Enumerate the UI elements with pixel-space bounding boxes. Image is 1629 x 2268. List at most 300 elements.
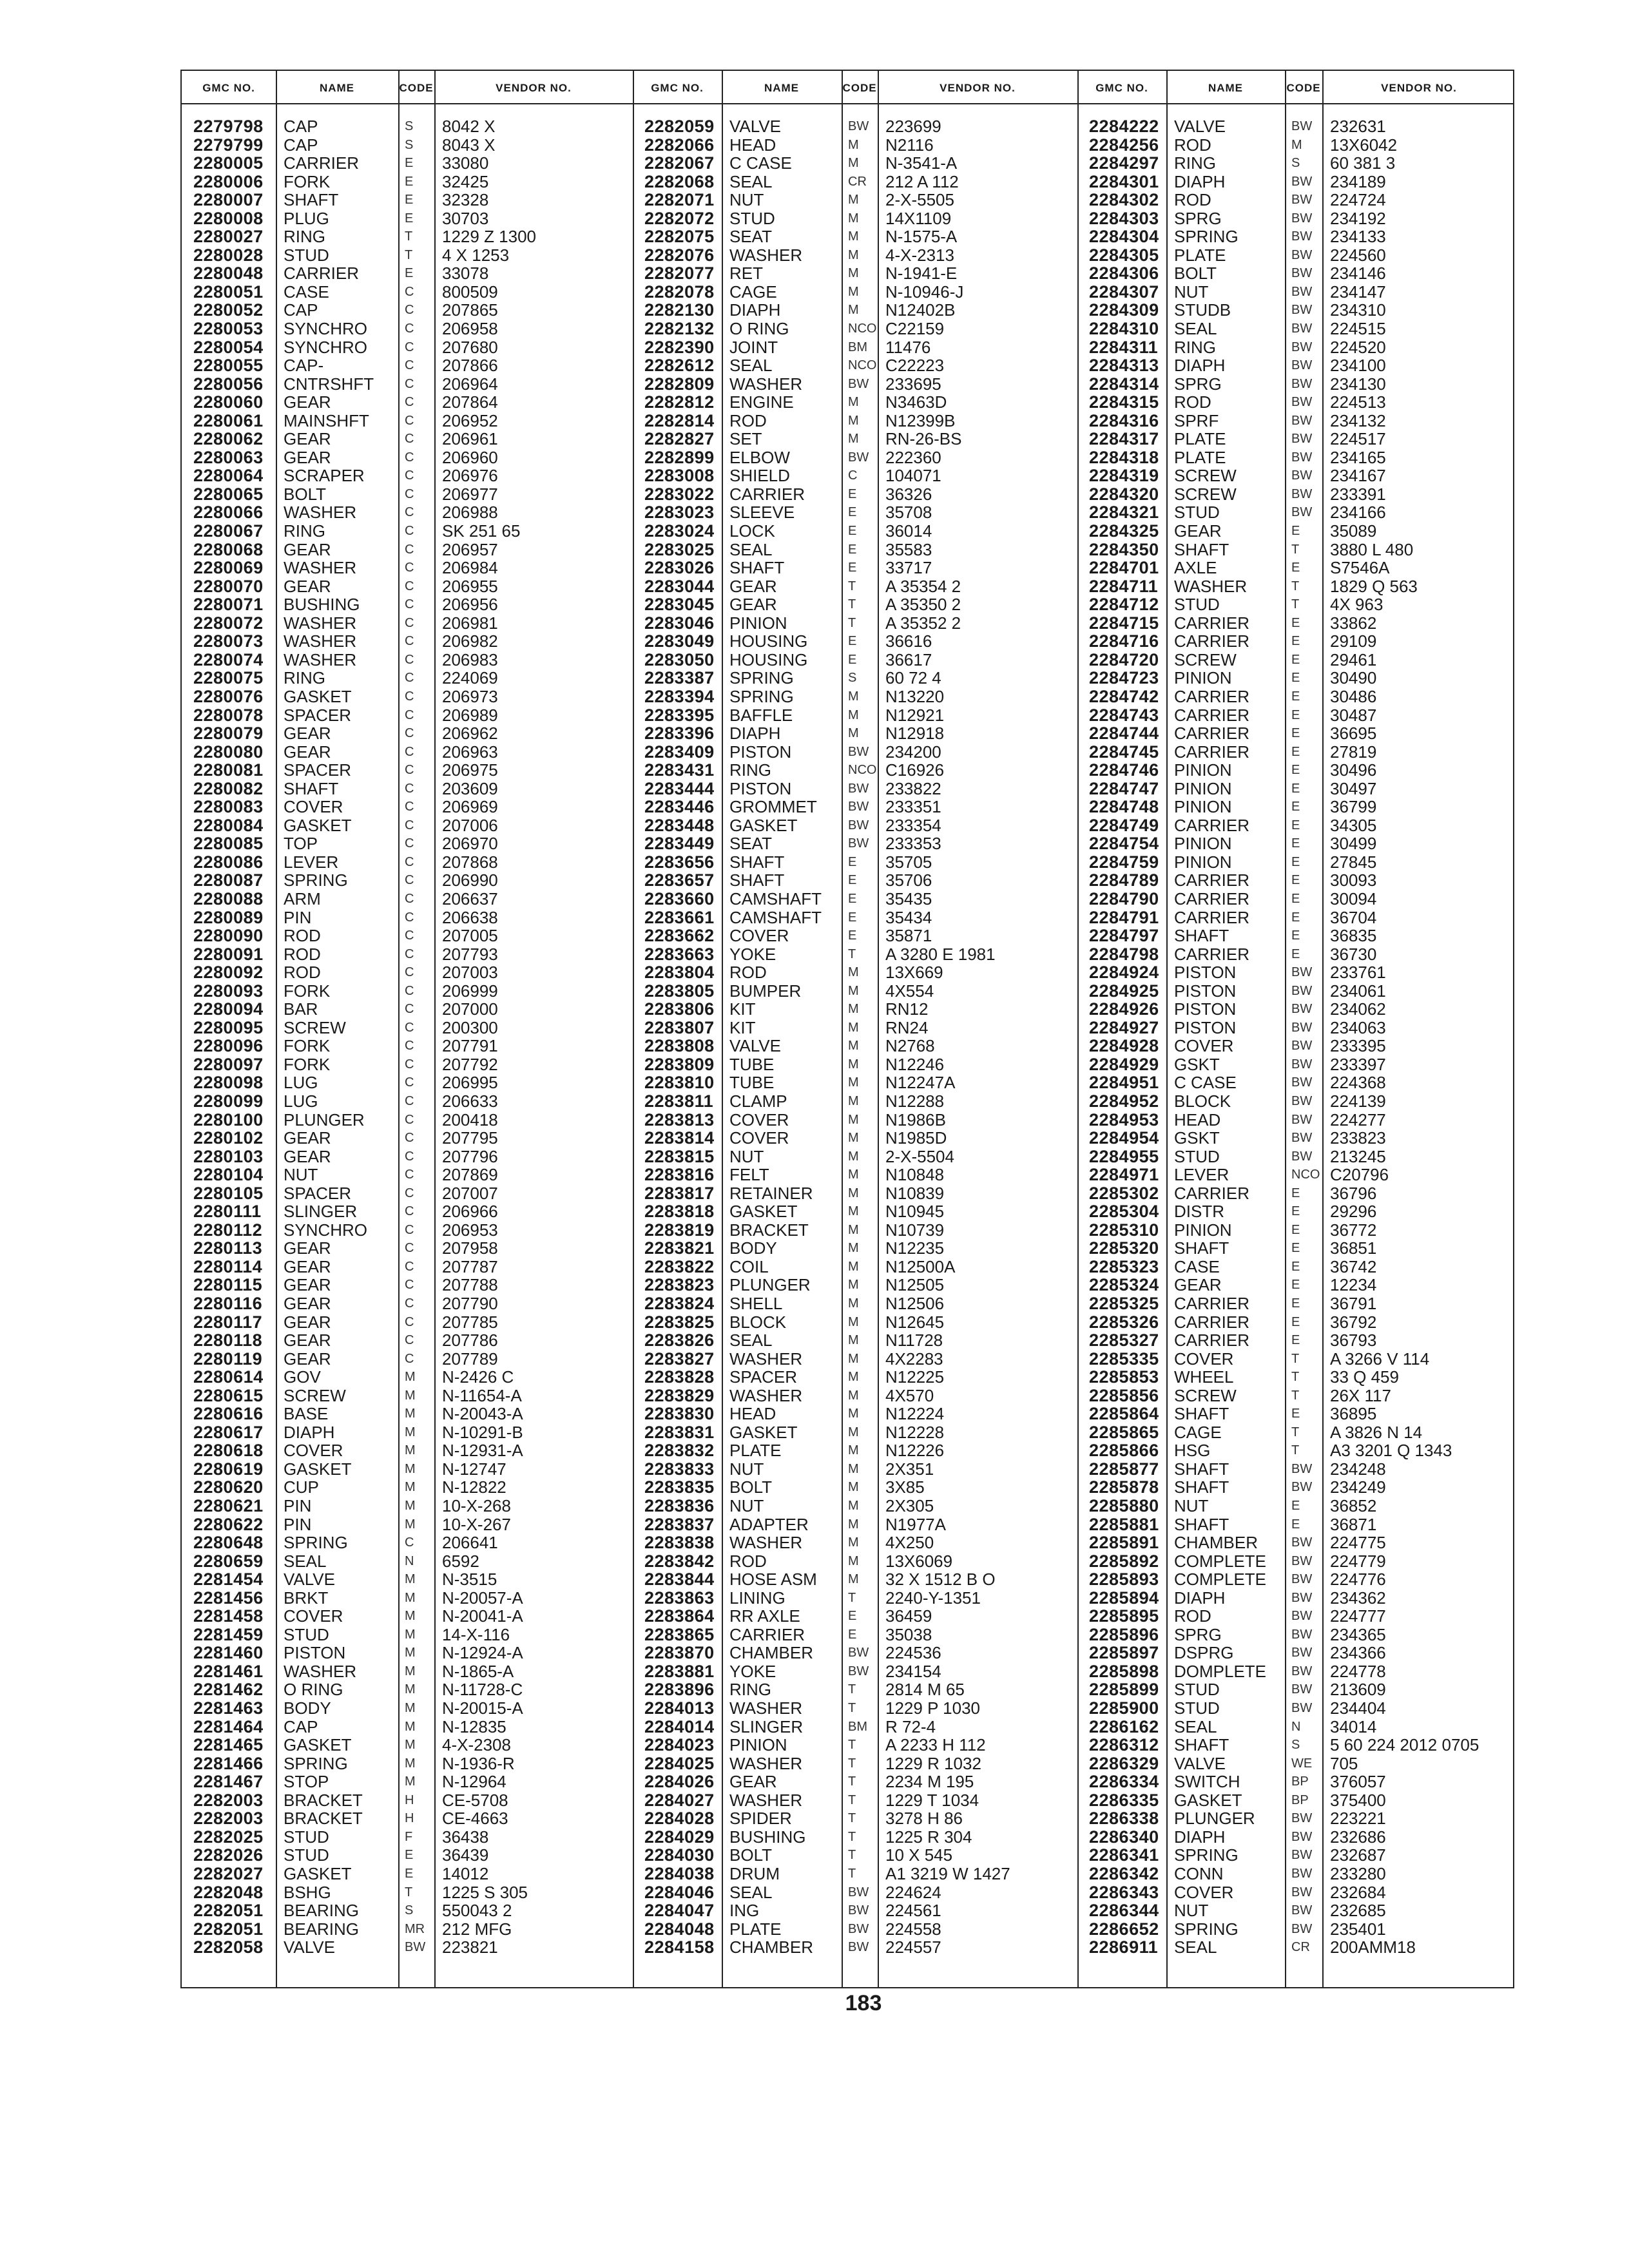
vendor-number: N3463D: [885, 392, 947, 412]
part-name: PINION: [1174, 760, 1232, 780]
part-name: CASE: [284, 282, 329, 302]
part-name: DIAPH: [1174, 1827, 1226, 1847]
gmc-number: 2282067: [644, 153, 715, 173]
vendor-number: N-1575-A: [885, 227, 958, 247]
part-name: WASHER: [729, 1753, 803, 1773]
header-name: NAME: [764, 82, 800, 94]
vendor-code: C: [405, 524, 414, 539]
gmc-number: 2283821: [644, 1238, 715, 1258]
vendor-code: BW: [1291, 1131, 1313, 1146]
part-name: BUSHING: [729, 1827, 806, 1847]
vendor-code: E: [1291, 1278, 1300, 1293]
gmc-number: 2280105: [193, 1183, 264, 1203]
gmc-number: 2283806: [644, 999, 715, 1019]
part-name: PLATE: [1174, 429, 1226, 449]
part-name: COMPLETE: [1174, 1570, 1267, 1590]
gmc-number: 2280054: [193, 337, 264, 357]
vendor-code: E: [1291, 707, 1300, 722]
vendor-number: 234062: [1330, 999, 1386, 1019]
vendor-code: C: [405, 542, 414, 557]
gmc-number: 2284319: [1089, 466, 1159, 486]
gmc-number: 2284748: [1089, 797, 1159, 817]
gmc-number: 2284321: [1089, 503, 1159, 523]
vendor-number: 224277: [1330, 1110, 1386, 1129]
part-name: GSKT: [1174, 1128, 1220, 1148]
vendor-number: 207680: [442, 337, 498, 357]
gmc-number: 2284309: [1089, 300, 1159, 320]
vendor-number: 206957: [442, 539, 498, 559]
gmc-number: 2286334: [1089, 1772, 1159, 1792]
vendor-number: 27819: [1330, 742, 1377, 762]
gmc-number: 2280619: [193, 1459, 264, 1479]
part-name: CHAMBER: [1174, 1533, 1258, 1553]
gmc-number: 2284311: [1089, 337, 1159, 357]
part-name: DIAPH: [1174, 356, 1226, 376]
part-name: STUD: [284, 1827, 329, 1847]
vendor-code: M: [848, 1168, 859, 1182]
part-name: PIN: [284, 1496, 312, 1516]
vendor-code: C: [405, 395, 414, 410]
part-name: GEAR: [284, 429, 331, 449]
vendor-number: N-3541-A: [885, 153, 958, 173]
vendor-number: N-1936-R: [442, 1753, 515, 1773]
vendor-code: M: [405, 1682, 416, 1697]
vendor-number: 234249: [1330, 1477, 1386, 1497]
vendor-code: C: [405, 1204, 414, 1219]
gmc-number: 2282072: [644, 208, 715, 228]
part-name: GEAR: [284, 1256, 331, 1276]
part-name: RING: [284, 227, 325, 247]
vendor-code: T: [848, 1682, 856, 1697]
part-name: SPACER: [729, 1367, 797, 1387]
gmc-number: 2284711: [1089, 576, 1159, 596]
part-name: ROD: [284, 926, 321, 946]
vendor-code: M: [405, 1407, 416, 1421]
part-name: SCREW: [284, 1385, 346, 1405]
vendor-code: C: [405, 486, 414, 501]
vendor-number: 213245: [1330, 1146, 1386, 1166]
vendor-code: BW: [1291, 1903, 1313, 1918]
vendor-code: M: [405, 1517, 416, 1532]
gmc-number: 2280079: [193, 724, 264, 744]
gmc-number: 2280028: [193, 245, 264, 265]
part-name: PIN: [284, 1514, 312, 1534]
gmc-number: 2283025: [644, 539, 715, 559]
gmc-number: 2284744: [1089, 724, 1159, 744]
part-name: VALVE: [1174, 117, 1226, 136]
part-name: CAGE: [1174, 1422, 1222, 1442]
gmc-number: 2280620: [193, 1477, 264, 1497]
part-name: BUSHING: [284, 595, 360, 615]
gmc-number: 2280103: [193, 1146, 264, 1166]
vendor-code: BW: [1291, 1829, 1313, 1844]
vendor-code: C: [405, 284, 414, 299]
vendor-code: BW: [1291, 266, 1313, 281]
vendor-code: M: [848, 1443, 859, 1458]
vendor-number: N12225: [885, 1367, 945, 1387]
gmc-number: 2284256: [1089, 135, 1159, 155]
gmc-number: 2282051: [193, 1901, 264, 1921]
part-name: SEAL: [729, 1882, 773, 1902]
part-name: WASHER: [284, 503, 357, 523]
part-name: KIT: [729, 1017, 756, 1037]
gmc-number: 2280104: [193, 1165, 264, 1185]
vendor-number: 35871: [885, 926, 932, 946]
gmc-number: 2283804: [644, 963, 715, 983]
vendor-code: BM: [848, 1719, 867, 1734]
column-divider: [276, 71, 277, 1987]
gmc-number: 2283045: [644, 595, 715, 615]
vendor-code: BW: [1291, 395, 1313, 410]
vendor-number: N13220: [885, 686, 945, 706]
vendor-code: E: [405, 174, 414, 189]
gmc-number: 2282058: [193, 1937, 264, 1957]
vendor-number: 2234 M 195: [885, 1772, 974, 1792]
vendor-number: N1977A: [885, 1514, 946, 1534]
gmc-number: 2284028: [644, 1809, 715, 1829]
part-name: GASKET: [284, 1735, 352, 1755]
part-name: WASHER: [284, 631, 357, 651]
part-name: ROD: [1174, 135, 1211, 155]
vendor-code: C: [405, 413, 414, 428]
vendor-code: S: [405, 1903, 414, 1918]
gmc-number: 2280075: [193, 668, 264, 688]
vendor-number: 27845: [1330, 852, 1377, 872]
part-name: C CASE: [1174, 1073, 1237, 1093]
part-name: ROD: [284, 963, 321, 983]
vendor-number: 36742: [1330, 1256, 1377, 1276]
vendor-code: NCO: [848, 358, 877, 373]
gmc-number: 2282026: [193, 1845, 264, 1865]
vendor-code: M: [848, 1020, 859, 1035]
part-name: SWITCH: [1174, 1772, 1240, 1792]
vendor-code: BW: [1291, 1535, 1313, 1550]
gmc-number: 2283815: [644, 1146, 715, 1166]
vendor-code: C: [405, 597, 414, 612]
vendor-number: CE-5708: [442, 1790, 508, 1810]
part-name: HOSE ASM: [729, 1570, 817, 1590]
gmc-number: 2285877: [1089, 1459, 1159, 1479]
vendor-number: N12226: [885, 1441, 945, 1461]
gmc-number: 2286341: [1089, 1845, 1159, 1865]
vendor-number: 207864: [442, 392, 498, 412]
gmc-number: 2280007: [193, 190, 264, 210]
gmc-number: 2284320: [1089, 484, 1159, 504]
part-name: CARRIER: [1174, 705, 1250, 725]
part-name: PLATE: [1174, 245, 1226, 265]
vendor-code: NCO: [848, 763, 877, 778]
vendor-code: T: [848, 1590, 856, 1605]
vendor-code: BW: [1291, 1609, 1313, 1624]
part-name: GEAR: [284, 1238, 331, 1258]
vendor-code: C: [405, 1222, 414, 1237]
gmc-number: 2282814: [644, 410, 715, 430]
vendor-code: C: [405, 1259, 414, 1274]
vendor-number: 206984: [442, 558, 498, 578]
vendor-number: A 35352 2: [885, 613, 961, 633]
gmc-number: 2280070: [193, 576, 264, 596]
vendor-number: 234192: [1330, 208, 1386, 228]
gmc-number: 2285899: [1089, 1680, 1159, 1700]
vendor-number: 36014: [885, 521, 932, 541]
vendor-code: BW: [1291, 965, 1313, 980]
part-name: CARRIER: [1174, 1183, 1250, 1203]
vendor-code: E: [405, 1848, 414, 1863]
vendor-code: M: [405, 1590, 416, 1605]
vendor-code: E: [848, 652, 857, 667]
part-name: SHAFT: [1174, 1477, 1229, 1497]
vendor-number: 207792: [442, 1054, 498, 1074]
vendor-code: BW: [848, 1940, 869, 1955]
vendor-code: E: [1291, 615, 1300, 630]
vendor-number: 36791: [1330, 1294, 1377, 1313]
gmc-number: 2283835: [644, 1477, 715, 1497]
vendor-code: M: [848, 1278, 859, 1293]
vendor-code: C: [405, 1186, 414, 1200]
vendor-code: C: [405, 303, 414, 318]
vendor-number: 224517: [1330, 429, 1386, 449]
gmc-number: 2281464: [193, 1716, 264, 1736]
vendor-number: 4-X-2308: [442, 1735, 511, 1755]
part-name: SCREW: [284, 1017, 346, 1037]
vendor-number: A 3266 V 114: [1330, 1349, 1430, 1369]
part-name: PINION: [729, 1735, 787, 1755]
vendor-number: N10848: [885, 1165, 945, 1185]
vendor-number: 200418: [442, 1110, 498, 1129]
vendor-code: M: [848, 284, 859, 299]
gmc-number: 2284971: [1089, 1165, 1159, 1185]
vendor-number: 36617: [885, 649, 932, 669]
vendor-code: BW: [1291, 1646, 1313, 1660]
vendor-number: 36895: [1330, 1404, 1377, 1424]
vendor-code: E: [848, 873, 857, 888]
vendor-code: BW: [1291, 413, 1313, 428]
vendor-code: E: [1291, 1517, 1300, 1532]
header-vendor-no: VENDOR NO.: [940, 82, 1016, 94]
part-name: SEAL: [1174, 1716, 1217, 1736]
vendor-code: S: [1291, 156, 1300, 171]
part-name: STUD: [1174, 1680, 1220, 1700]
vendor-code: E: [1291, 818, 1300, 832]
vendor-code: BW: [1291, 1480, 1313, 1495]
part-name: CONN: [1174, 1863, 1224, 1883]
vendor-number: 35706: [885, 870, 932, 890]
part-name: VALVE: [729, 117, 781, 136]
part-name: RING: [1174, 337, 1216, 357]
gmc-number: 2286343: [1089, 1882, 1159, 1902]
vendor-code: H: [405, 1792, 414, 1807]
gmc-number: 2283870: [644, 1643, 715, 1663]
gmc-number: 2280076: [193, 686, 264, 706]
vendor-code: BW: [1291, 247, 1313, 262]
vendor-number: A 35350 2: [885, 595, 961, 615]
gmc-number: 2283828: [644, 1367, 715, 1387]
vendor-code: T: [848, 615, 856, 630]
vendor-code: M: [848, 1314, 859, 1329]
vendor-code: E: [1291, 928, 1300, 943]
gmc-number: 2283814: [644, 1128, 715, 1148]
gmc-number: 2285304: [1089, 1202, 1159, 1222]
vendor-number: 1225 S 305: [442, 1882, 528, 1902]
part-name: RETAINER: [729, 1183, 813, 1203]
vendor-number: 234167: [1330, 466, 1386, 486]
vendor-code: BW: [1291, 1093, 1313, 1108]
vendor-number: 234365: [1330, 1624, 1386, 1644]
vendor-number: 36799: [1330, 797, 1377, 817]
part-name: PISTON: [1174, 981, 1237, 1001]
gmc-number: 2282068: [644, 171, 715, 191]
gmc-number: 2283810: [644, 1073, 715, 1093]
vendor-number: 224368: [1330, 1073, 1386, 1093]
part-name: GEAR: [1174, 521, 1222, 541]
part-name: PINION: [1174, 778, 1232, 798]
gmc-number: 2280086: [193, 852, 264, 872]
part-name: RING: [1174, 153, 1216, 173]
part-name: STUD: [1174, 503, 1220, 523]
gmc-number: 2283824: [644, 1294, 715, 1313]
vendor-number: 375400: [1330, 1790, 1386, 1810]
part-name: STUD: [1174, 595, 1220, 615]
vendor-code: T: [848, 579, 856, 593]
part-name: BRACKET: [284, 1790, 363, 1810]
part-name: TUBE: [729, 1054, 775, 1074]
vendor-code: M: [848, 1370, 859, 1385]
vendor-code: M: [848, 1333, 859, 1348]
vendor-code: T: [848, 1701, 856, 1716]
vendor-code: E: [1291, 854, 1300, 869]
vendor-number: 206988: [442, 503, 498, 523]
gmc-number: 2280055: [193, 356, 264, 376]
gmc-number: 2284790: [1089, 889, 1159, 908]
vendor-number: 232686: [1330, 1827, 1386, 1847]
vendor-number: N10945: [885, 1202, 945, 1222]
vendor-number: 14-X-116: [442, 1624, 510, 1644]
vendor-code: H: [405, 1811, 414, 1826]
part-name: CHAMBER: [729, 1937, 814, 1957]
gmc-number: 2283842: [644, 1551, 715, 1571]
vendor-number: 207868: [442, 852, 498, 872]
part-name: HEAD: [1174, 1110, 1221, 1129]
header-code: CODE: [1286, 82, 1321, 94]
part-name: PISTON: [1174, 999, 1237, 1019]
part-name: SEAL: [729, 539, 773, 559]
gmc-number: 2280065: [193, 484, 264, 504]
vendor-code: BW: [1291, 1682, 1313, 1697]
vendor-number: 35089: [1330, 521, 1377, 541]
vendor-code: BW: [405, 1940, 426, 1955]
gmc-number: 2280027: [193, 227, 264, 247]
gmc-number: 2283822: [644, 1256, 715, 1276]
part-name: PIN: [284, 907, 312, 927]
gmc-number: 2283837: [644, 1514, 715, 1534]
vendor-number: N12247A: [885, 1073, 956, 1093]
vendor-number: N-12822: [442, 1477, 506, 1497]
part-name: C CASE: [729, 153, 792, 173]
vendor-number: 13X6069: [885, 1551, 953, 1571]
vendor-number: RN24: [885, 1017, 929, 1037]
vendor-number: 224778: [1330, 1661, 1386, 1681]
vendor-code: M: [405, 1774, 416, 1789]
vendor-number: N10839: [885, 1183, 945, 1203]
vendor-number: 224558: [885, 1919, 941, 1939]
vendor-number: 1229 Z 1300: [442, 227, 537, 247]
part-name: GEAR: [284, 1349, 331, 1369]
gmc-number: 2285326: [1089, 1312, 1159, 1332]
vendor-code: BW: [1291, 1075, 1313, 1090]
vendor-number: 212 A 112: [885, 171, 959, 191]
vendor-number: 206990: [442, 870, 498, 890]
vendor-number: 207869: [442, 1165, 498, 1185]
part-name: ROD: [1174, 392, 1211, 412]
gmc-number: 2280071: [193, 595, 264, 615]
vendor-number: 30703: [442, 208, 489, 228]
vendor-number: 4X570: [885, 1385, 934, 1405]
part-name: SPRING: [284, 870, 348, 890]
gmc-number: 2280006: [193, 171, 264, 191]
part-name: SPACER: [284, 705, 351, 725]
vendor-code: T: [405, 1885, 413, 1899]
gmc-number: 2280615: [193, 1385, 264, 1405]
gmc-number: 2280056: [193, 374, 264, 394]
vendor-number: 34014: [1330, 1716, 1377, 1736]
header-code: CODE: [842, 82, 877, 94]
vendor-code: BP: [1291, 1792, 1309, 1807]
gmc-number: 2280048: [193, 264, 264, 284]
gmc-number: 2284047: [644, 1901, 715, 1921]
vendor-number: N2116: [885, 135, 934, 155]
part-name: DIAPH: [1174, 171, 1226, 191]
gmc-number: 2285324: [1089, 1275, 1159, 1295]
part-name: VALVE: [284, 1937, 335, 1957]
vendor-number: 234189: [1330, 171, 1386, 191]
part-name: CARRIER: [729, 484, 805, 504]
part-name: GEAR: [284, 392, 331, 412]
gmc-number: 2280621: [193, 1496, 264, 1516]
vendor-code: M: [848, 1131, 859, 1146]
vendor-code: C: [405, 1093, 414, 1108]
vendor-code: S: [405, 119, 414, 133]
gmc-number: 2282048: [193, 1882, 264, 1902]
vendor-code: C: [405, 1112, 414, 1127]
vendor-code: M: [405, 1388, 416, 1403]
vendor-code: M: [848, 211, 859, 226]
vendor-code: BW: [1291, 340, 1313, 354]
vendor-number: C20796: [1330, 1165, 1389, 1185]
vendor-code: E: [1291, 652, 1300, 667]
vendor-code: BW: [848, 450, 869, 465]
vendor-code: BW: [1291, 1112, 1313, 1127]
gmc-number: 2284222: [1089, 117, 1159, 136]
part-name: GEAR: [284, 1275, 331, 1295]
vendor-code: M: [848, 1407, 859, 1421]
gmc-number: 2280061: [193, 410, 264, 430]
vendor-code: T: [848, 1756, 856, 1771]
vendor-number: S7546A: [1330, 558, 1390, 578]
gmc-number: 2280111: [193, 1202, 262, 1222]
vendor-number: N12506: [885, 1294, 945, 1313]
gmc-number: 2282809: [644, 374, 715, 394]
vendor-code: BW: [1291, 1921, 1313, 1936]
part-name: STUD: [1174, 1146, 1220, 1166]
gmc-number: 2280062: [193, 429, 264, 449]
vendor-number: 376057: [1330, 1772, 1386, 1792]
gmc-number: 2280102: [193, 1128, 264, 1148]
part-name: SYNCHRO: [284, 319, 368, 339]
gmc-number: 2283049: [644, 631, 715, 651]
gmc-number: 2281459: [193, 1624, 264, 1644]
vendor-code: M: [405, 1461, 416, 1476]
vendor-number: 224513: [1330, 392, 1386, 412]
